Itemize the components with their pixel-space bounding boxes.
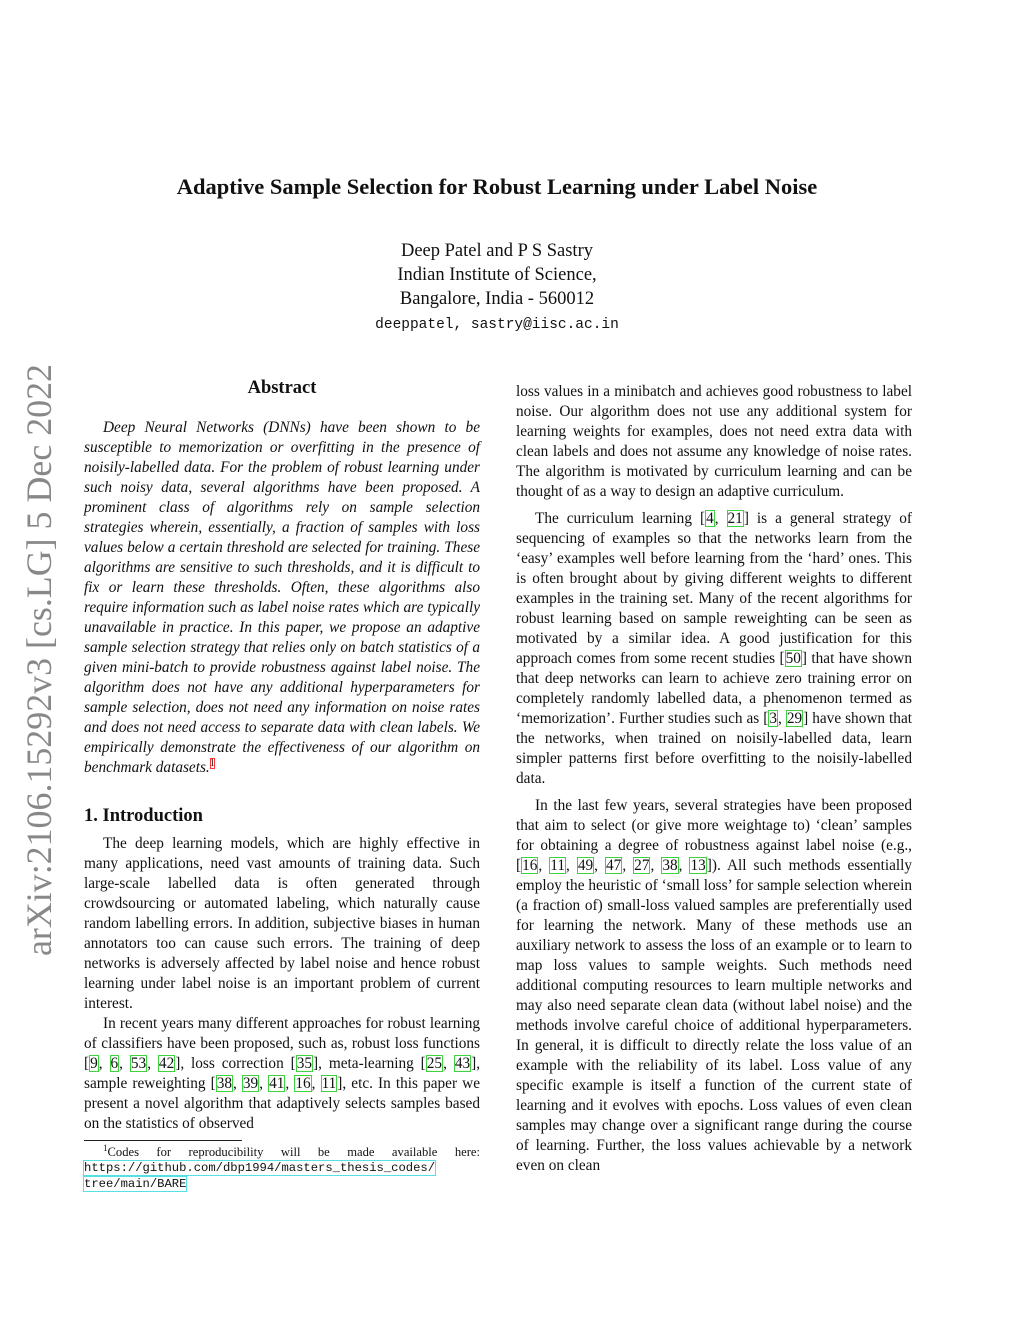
citation-link[interactable]: 42: [158, 1055, 175, 1072]
citation-link[interactable]: 9: [90, 1055, 98, 1072]
citation-link[interactable]: 47: [606, 857, 622, 874]
citation-link[interactable]: 11: [550, 857, 565, 874]
citation-link[interactable]: 27: [634, 857, 650, 874]
citation-link[interactable]: 39: [242, 1075, 259, 1092]
right-paragraph-3: In the last few years, several strategies have been proposed that aim to select (or give more weightage to) ‘clean’ samples for obtaining a degree of robustness against label noise (e.g., [16, 11, 49, 47, 27, 38, 13]). All such methods essentially employ the heuristic of ‘small loss’ for sample selection wherein (a fraction of) small-loss valued samples are preferentially used for learning the network. Many of these methods use an auxiliary network to assess the loss of an example or to learn to map loss values to sample weights. Such methods need additional computing resources to learn multiple networks and may also need separate clean data (without label noise) and the methods involve careful choice of additional hyperparameters. In general, it is difficult to directly relate the loss value of an example with the reliability of its label. Loss value of any specific example is itself a function of the current state of learning and it evolves with epochs. Loss values of even clean samples may change over a significant range during the course of learning. Further, the loss values achievable by a network even on clean: [516, 797, 913, 1174]
abstract-paragraph: Deep Neural Networks (DNNs) have been shown to be susceptible to memorization or overfitting in the presence of noisily-labelled data. For the problem of robust learning under such noisy data, several algorithms have been proposed. A prominent class of algorithms rely on sample selection strategies wherein, essentially, a fraction of samples with loss values below a certain threshold are selected for training. These algorithms are sensitive to such thresholds, and it is difficult to fix or learn these thresholds. Often, these algorithms also require information such as label noise rates which are typically unavailable in practice. In this paper, we propose an adaptive sample selection strategy that relies only on batch statistics of a given mini-batch to provide robustness against label noise. The algorithm does not have any additional hyperparameters for sample selection, does not need any information on noise rates and does not need access to separate data with clean labels. We empirically demonstrate the effectiveness of our algorithm on benchmark datasets.: [84, 419, 480, 776]
citation-link[interactable]: 13: [690, 857, 706, 874]
citation-group: [296, 1055, 313, 1072]
citation-link[interactable]: 49: [577, 857, 594, 874]
citation-group: 38, 39, 41, 16, 11: [216, 1075, 337, 1092]
intro-paragraph-1: The deep learning models, which are highly effective in many applications, need vast amounts of training data. Such large-scale labelled data is often generated through crowdsourcing or automated labeling, which naturally cause random labelling errors. In addition, subjective biases in human annotators too can cause such errors. The training of deep networks is adversely affected by label noise and hence robust learning under label noise is an important problem of current interest.: [84, 835, 480, 1012]
paper-title: Adaptive Sample Selection for Robust Learning under Label Noise: [176, 174, 818, 199]
citation-link[interactable]: 25: [426, 1055, 443, 1072]
introduction-heading: 1. Introduction: [84, 806, 203, 826]
author-emails: deeppatel, sastry@iisc.ac.in: [375, 317, 619, 333]
citation-group: 9, 6, 53, 42: [90, 1055, 175, 1072]
citation-link[interactable]: 53: [130, 1055, 147, 1072]
footnote-text: Codes for reproducibility will be made available here:: [107, 1145, 480, 1159]
citation-link[interactable]: 4: [706, 510, 714, 527]
abstract-heading: Abstract: [247, 378, 317, 398]
citation-link[interactable]: 16: [295, 1075, 311, 1092]
abstract-text: [84, 418, 480, 778]
citation-link[interactable]: 29: [786, 710, 803, 727]
right-paragraph-1: loss values in a minibatch and achieves good robustness to label noise. Our algorithm does not use any additional system for learning weights for examples, does not need extra data with clean labels and does not assume any knowledge of noise rates. The algorithm is motivated by curriculum learning and can be thought of as a way to design an adaptive curriculum.: [516, 383, 912, 500]
introduction-body: [84, 834, 480, 1134]
citation-link[interactable]: 3: [769, 710, 778, 727]
citation-link[interactable]: 35: [296, 1055, 313, 1072]
author-names: Deep Patel and P S Sastry: [400, 241, 593, 261]
citation-link[interactable]: 43: [454, 1055, 471, 1072]
citation-group: 4, 21: [706, 510, 743, 527]
right-column-body: [516, 382, 912, 1176]
footnote: [84, 1144, 480, 1192]
code-repository-link-continued[interactable]: tree/main/BARE: [84, 1177, 187, 1191]
arxiv-stamp-text: arXiv:2106.15292v3 [cs.LG] 5 Dec 2022: [19, 362, 59, 956]
citation-group: 3, 29: [769, 710, 803, 727]
citation-link[interactable]: 38: [662, 857, 678, 874]
citation-group: 16, 11, 49, 47, 27, 38, 13: [522, 857, 706, 874]
citation-link[interactable]: 50: [785, 650, 801, 667]
intro-paragraph-2: In recent years many different approaches for robust learning of classifiers have been proposed, such as, robust loss functions [9, 6, 53, 42], loss correction [35], meta-learning [25, 43], sample reweighting [38, 39, 41, 16, 11], etc. In this paper we present a novel algorithm that adaptively selects samples based on the statistics of observed: [84, 1015, 481, 1132]
citation-link[interactable]: 16: [522, 857, 538, 874]
author-affiliation: Indian Institute of Science,: [397, 265, 597, 285]
citation-group: 25, 43: [426, 1055, 471, 1072]
citation-group: [785, 650, 802, 667]
citation-link[interactable]: 38: [216, 1075, 232, 1092]
citation-link[interactable]: 11: [321, 1075, 337, 1092]
arxiv-identifier-stamp: [13, 360, 63, 960]
citation-link[interactable]: 41: [269, 1075, 285, 1092]
footnote-number: 1: [103, 1142, 108, 1153]
footnote-reference-link[interactable]: 1: [209, 757, 215, 769]
footnote-divider: [84, 1140, 242, 1141]
citation-link[interactable]: 6: [110, 1055, 119, 1072]
code-repository-link[interactable]: https://github.com/dbp1994/masters_thesis_codes/: [84, 1161, 436, 1175]
citation-link[interactable]: 21: [727, 510, 743, 527]
right-paragraph-2: The curriculum learning [4, 21] is a general strategy of sequencing of examples so that the networks learn from the ‘easy’ examples well before learning from the ‘hard’ ones. This is often brought about by giving different weights to different examples in the training set. Many of the recent algorithms for robust learning based on sample reweighting can be seen as motivated by a similar idea. A good justification for this approach comes from some recent studies [50] that have shown that deep networks can learn to achieve zero training error on completely randomly labelled data, a phenomenon termed as ‘memorization’. Further studies such as [3, 29] have shown that the networks, when trained on noisily-labelled data, learn simpler patterns first before overfitting to the noisily-labelled data.: [516, 510, 912, 787]
author-address: Bangalore, India - 560012: [399, 289, 595, 309]
